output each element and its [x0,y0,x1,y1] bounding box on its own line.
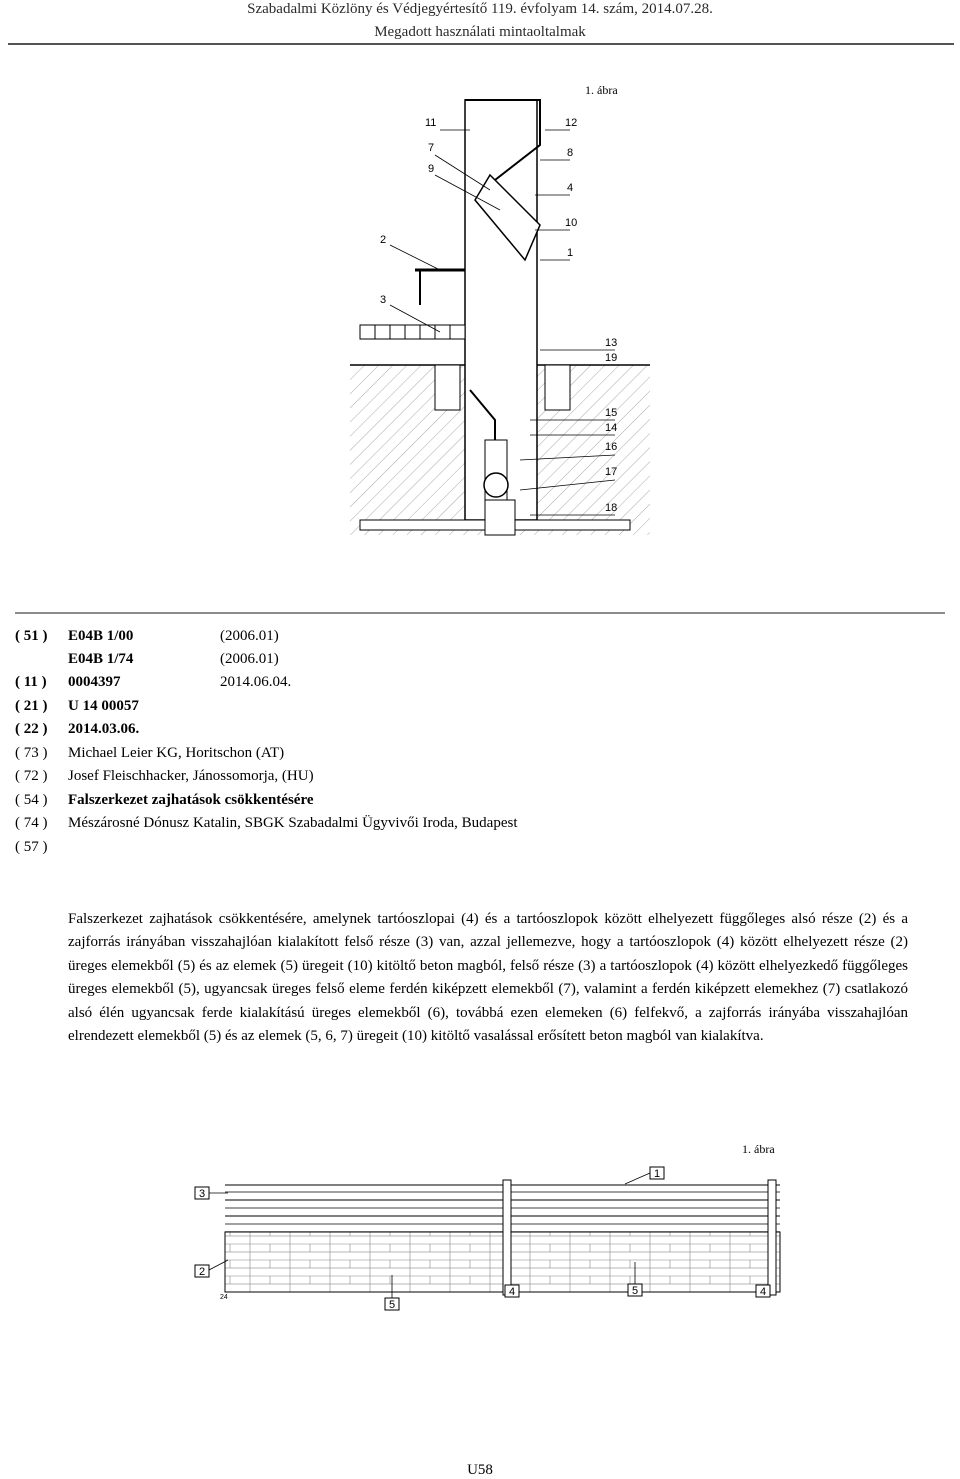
label-17: 17 [605,466,618,478]
label-3-bottom: 3 [199,1188,206,1200]
figure-caption-bottom: 1. ábra [742,1142,775,1156]
label-4a-bottom: 4 [509,1286,516,1298]
row-11: ( 11 ) 0004397 2014.06.04. [15,674,292,690]
section-divider [15,612,945,614]
label-8: 8 [567,147,574,159]
row-22: ( 22 ) 2014.03.06. [15,721,140,737]
label-5b-bottom: 5 [632,1285,639,1297]
elevation-drawing [170,1140,790,1320]
label-10: 10 [565,217,578,229]
cross-section-drawing [330,60,960,620]
label-9: 9 [428,163,435,175]
header-divider [8,43,954,45]
row-21: ( 21 ) U 14 00057 [15,698,139,714]
row-57: ( 57 ) [15,839,48,855]
label-2: 2 [380,234,387,246]
row-51a: ( 51 ) E04B 1/00 (2006.01) [15,628,279,644]
label-15: 15 [605,407,618,419]
label-1-bottom: 1 [654,1168,661,1180]
small-mark: 24 [220,1294,228,1301]
row-54: ( 54 ) Falszerkezet zajhatások csökkentésére [15,792,314,808]
label-16: 16 [605,441,618,453]
label-13: 13 [605,337,618,349]
page-number: U58 [467,1462,493,1478]
row-73: ( 73 ) Michael Leier KG, Horitschon (AT) [15,745,285,761]
row-72: ( 72 ) Josef Fleischhacker, Jánossomorja, (HU) [15,768,314,784]
label-1: 1 [567,247,574,259]
label-4: 4 [567,182,574,194]
label-3: 3 [380,294,387,306]
label-5a-bottom: 5 [389,1299,396,1311]
label-4b-bottom: 4 [760,1286,767,1298]
page-header [0,0,960,46]
row-74: ( 74 ) Mészárosné Dónusz Katalin, SBGK Szabadalmi Ügyvivői Iroda, Budapest [15,815,518,831]
row-51b: E04B 1/74 (2006.01) [68,651,279,667]
technical-drawing-bottom [170,1140,790,1320]
label-18: 18 [605,502,618,514]
label-19: 19 [605,352,618,364]
abstract-text: Falszerkezet zajhatások csökkentésére, amelynek tartóoszlopai (4) és a tartóoszlopok között elhelyezett függőleges alsó része (2) és a zajforrás irányában visszahajlóan kialakított felső része (3) van, azzal jellemezve, hogy a tartóoszlopok (4) között elhelyezett része (2) üreges elemekből (5) és az elemek (5) üregeit (10) kitöltő beton magból, felső része (3) a tartóoszlopok (4) között elhelyezkedő függőleges üreges elemekből (5), ugyancsak üreges felső eleme ferdén kiképzett elemekből (7), valamint a ferdén kiképzett elemekhez (7) csatlakozó alsó élén ugyancsak ferde kialakítású üreges elemekből (6), továbbá ezen elemeken (6) felfekvő, a zajforrás irányába visszahajlóan elrendezett elemekből (5) és az elemek (5, 6, 7) üregeit (10) kitöltő vasalással erősített beton magból van kialakítva. [68,911,908,1045]
label-7: 7 [428,142,435,154]
section-title: Megadott használati mintaoltalmak [374,24,586,40]
label-11: 11 [425,117,437,129]
journal-title: Szabadalmi Közlöny és Védjegyértesítő 119. évfolyam 14. szám, 2014.07.28. [247,1,713,17]
label-2-bottom: 2 [199,1266,206,1278]
label-14: 14 [605,422,618,434]
technical-drawing-top [330,60,960,620]
figure-caption-top: 1. ábra [585,83,618,97]
label-12: 12 [565,117,578,129]
